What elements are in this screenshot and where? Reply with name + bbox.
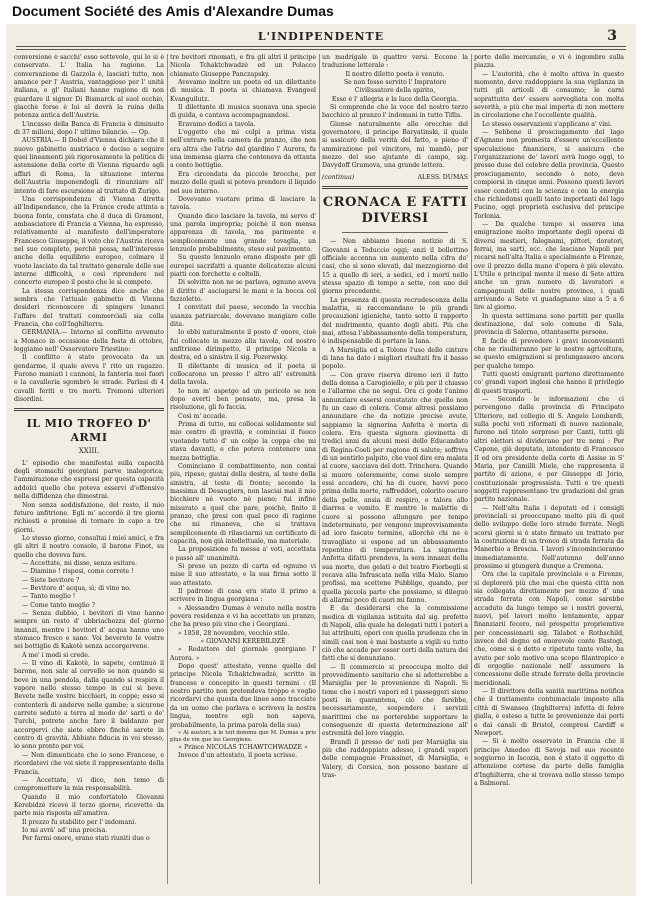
document-banner bbox=[0, 0, 646, 24]
paragraph: tre bevitori rinomati, e fra gli altri il principe Nicola Tchaktchwadzè ed un Polacco chiamato Giuseppe Panczapsky. bbox=[170, 54, 316, 78]
paragraph: L'incasso della Banca di Francia è diminuito di 37 milioni, dopo l' ultimo bilancio. — Op. bbox=[14, 120, 164, 137]
paragraph: Il prezzo fu stabilito per l' indomani. bbox=[22, 818, 137, 826]
paragraph: Io mi avrà' ad' una precisa. bbox=[22, 826, 108, 834]
heading-rule bbox=[342, 232, 448, 233]
paragraph: Il dilettante di musica ed il poeta si collocarono un presso l' altro all' estremità della tavola. bbox=[170, 362, 316, 387]
paragraph: Quando il mio confortatolo Giovanni Kerebidzè ricevè il terzo giorno, ricevette da parte mia risposta all'amativa. bbox=[14, 793, 164, 818]
paragraph: — Nell'alta Italia i deputati ed i consigli provinciali si preoccupano molto più di quel dello sviluppo delle loro strade ferrate. Negli scorsi giorni si è stato firmato un trattato per la costruzione di un tronco di strada ferrata da Manerbio a Brescia. I lavori s'incomincieranno immediatamente. Nell'autunno dell'anno prossimo si giungerà dunque a Cremona. bbox=[474, 504, 624, 570]
verse-line: Civilissatore della spirito, bbox=[354, 87, 436, 95]
column-4 bbox=[474, 54, 624, 884]
paragraph: In questa settimana sono partiti per quella destinazione, dal solo comune di Sala, provincia di Salerno, ottantasette persone. bbox=[474, 312, 624, 337]
paragraph: — Si è molto osservato in Francia che il principe Amedeo di Savoja nel suo recente soggiorno in Iscozia, non è stato il oggetto di attenzione cortese da parte della famiglia d'Inghilterra, che si trovava nello stesso tempo a Balmoral. bbox=[474, 738, 624, 787]
feuilleton-heading: IL MIO TROFEO D' ARMI bbox=[26, 417, 152, 445]
verse-line: Il nostro diletto poeta è venuto. bbox=[345, 70, 445, 78]
verse-line: Esso è l' allegria e la luce della Georgia. bbox=[331, 95, 459, 103]
paragraph: « 1858, 28 novembre, vecchio stile. bbox=[178, 629, 290, 637]
paragraph: Eravamo dodici a tavola. bbox=[178, 120, 256, 128]
paragraph: Giunse naturalmente alle orecchie del governatore, il principe Baryatinski, il quale si assicurò della verità del fatto, e pieno d' ammirazione pel vincitore, mi mandò, per mezzo del suo ajutante di campo, sig. Davydoff Gramova, una grande lettera. bbox=[322, 120, 468, 170]
paragraph: Cominciano il combattimento, non contai più, ripeso; gustai della destra, al teste della sinistra, al teste di fronte; secondo la massima di Desaugiers, non lasciai mai il mio bicchiere nè vuoto nè pieno; fui infine misurato a quel che pare, poichè, finito il pranzo, che presi con qual poco di ragione che mi rimaneva, che si trattava semplicemente di rilasciarmi un certificato di capacità, non già intellettuale, ma materiale. bbox=[170, 462, 316, 545]
paragraph: — Sebbene il prosciugamento del lago d'Agnano non promesta d'essere un'eccellente speculazione finanziere, si assicura che l'organizzazione de' lavori avrà luogo oggi, to presso duse del celebre della provincia. Questo prosciugamento, secondo è noto, deve compiersi in cinque anni. Possono questi lavori esser condotti con la scienza e con la energia che richiedonsi quelli tanto importanti del lago Fucino, oggi proprietà esclusiva del principe Torlonia. bbox=[474, 129, 624, 220]
paragraph: Una corrispondenza di Vienna diretta all'Indipendance, che la France crede attinta a buona fonte, constata che il duca di Gramont, ambasciatore di Francia a Vienna, ha espresso, relativamente al manifesto dell'imperatore Francesco Giuseppe, il voto che l'Austria riceva nel suo completo, perchè possa, nell'interesse anche della equilibrio europeo, colmare il vuoto lasciato da tal trattato generale delle sue interne difficoltà, e così riprendere nel concerto europeo il posto che le si compete. bbox=[14, 195, 164, 287]
paragraph: Per farmi onore, erano stati riuniti due o bbox=[22, 835, 150, 843]
column-divider bbox=[167, 54, 168, 884]
paragraph: E facile di prevedere i gravi inconvenienti che ne risulteranno per le nostre agricoltura, se questo emigrazioni si prolungassero ancora per qualche tempo. bbox=[474, 337, 624, 370]
paragraph: La proposizione fu messa a' voti, accettata e passò all' unanimità. bbox=[170, 546, 316, 562]
paragraph: Io ebbi naturalmente il posto d' onore, cioè fui collocato in mezzo alla tavola, col nostro anfitrione dirimpetto, il principe Nicola a destra, ed a sinistra il sig. Pozerwsky. bbox=[170, 329, 316, 362]
paragraph: Lo stesso osservazioni s'applicano a' vini. bbox=[482, 120, 612, 128]
quoted-text: « Ai austori, à le toit dommu que M. Dumas a pris plus de vin que les Georgiens. bbox=[170, 729, 316, 743]
dialog-line: — Come tanto meglio ? bbox=[22, 601, 95, 609]
paragraph: — Il direttore della sanità marittima notifica che il trattamento contumaciale imposto alla città di Swansea (Inghilterra) infetta di febre gialla, è esteso a tutte le provenienze dai porti e dai canali di Bristol, compresi Cardiff e Newport. bbox=[474, 688, 624, 737]
masthead-rule bbox=[16, 46, 626, 47]
signature-row bbox=[322, 174, 468, 182]
author-signature: ALESS. DUMAS bbox=[417, 173, 468, 181]
dialog-line: — Siete bevitore ? bbox=[22, 576, 80, 584]
paragraph: — Secondo le informazioni che ci pervengono dalla provincia di Principato Ulteriore, nel collegio di S. Angelo Lombardi, sulla pochi voti riformati di nuove nazionale, furono nel titolo sorpreso per Canti, tutti gli altri elettori si dividerano per tre nomi : Per Capone, già deputato, intendente di Francesco II ed ora presidente della corte di Assise in S' Maria, per Camilli Miele, che rappresenta il partito di azione, e per Giuseppe di Jorio, costituzionale progressista. Tutti e tre questi soggetti rappresentano tre gradazioni del gran partito nazionale. bbox=[474, 396, 624, 504]
paragraph: Il dilettante di musica suonava una specie di guida, e cantava accompagnandosi. bbox=[170, 104, 316, 120]
paragraph: Tutti questi emigranti partono direttamente co' grandi vapori inglesi che hanno il privilegio di questi trasporti. bbox=[474, 371, 624, 395]
chronicle-heading: CRONACA E FATTI DIVERSI bbox=[322, 195, 468, 227]
paragraph: Dovevamo vuotare prima di lasciare la tavola. bbox=[170, 195, 316, 212]
column-divider bbox=[471, 54, 472, 884]
dialog-line: — Diamine ! risposi, come correte ! bbox=[22, 568, 134, 576]
paragraph: Si prese un pezzo di carta ed ognuno vi mise il suo attestato, e la sua firma sotto il suo attestato. bbox=[170, 562, 316, 587]
paragraph: « Alessandro Dumas è venuto nella nostra povera residenza e vi ha accettato un pranzo, che ha preso più vino che i Georgiani. bbox=[170, 604, 316, 629]
dialog-line: — Accettate, mi disse, senza esitare. bbox=[22, 559, 137, 567]
paragraph: La stessa corrispondenza dice anche che sembra che l'attuale gabinetto di Vienna desideri riconoscere di spingere lunanci l'affare del trattati commerciali sia colla Francia, che coll'Inghilterra. bbox=[14, 287, 164, 328]
paragraph: A me' i modi si crede. bbox=[22, 651, 90, 659]
chapter-number: XXIII. bbox=[78, 447, 100, 456]
paragraph: Quando dico lasciare la tavola, mi servo d' una parola impropria; poichè il non mensa apparenza di tavola, ma parimente e semplicemente una grande tovaglia, un lenzuolo probabilmente, steso sul pavimento. bbox=[170, 212, 316, 253]
paragraph: Il padrone di casa era stato il primo a scrivere in lingua georgiana : bbox=[170, 588, 316, 604]
continued-note: (continua) bbox=[322, 173, 355, 181]
paragraph: Non senza soddisfazione, del resto, il mio futuro anfitrione. Egli m' accordò il tre giorni richiesti e promise di tornare in capo a tre giorni. bbox=[14, 501, 164, 534]
signature: « Prince NICOLAS TCHAWTCHWADZE » bbox=[178, 743, 308, 751]
paragraph: L'oggetto che mi colpì a prima vista nell'entrare nella camera da pranzo, che non era altra che l'atrio del giardino l' Aurora, fu una immensa giarra che conteneva da ottanta a cento bottiglie. bbox=[170, 129, 316, 170]
paragraph: — Non abbiamo buone notizie di S. Giovanni a Teduccio oggi; anzi il bollettino officiale accenna un aumento nella cifra de' casi, che si sono elevati, dal mezzogiorno del 15 a quello di ieri, a sedici, ed i morti nello stesso spazio di tempo a sette, con uno del giorno precedente. bbox=[322, 238, 468, 296]
newspaper-title: L'INDIPENDENTE bbox=[257, 30, 385, 43]
paragraph: Brandì il presso de' noli per Marsiglia sia più che raddoppiato adesso, i grandi vapori delle compagnie Fraissinet, di Marsiglia, e Valery, di Corsica, non possono bastare al tras- bbox=[322, 738, 468, 780]
section-rule bbox=[322, 186, 468, 189]
paragraph: — L'autorità, che è molto attiva in questo momento, deve raddoppiare la sua vigilanza in tutti gli articoli di consumo; le carni soprattutto dev' essere sorvegliata con molta severità, e più che mai imperta di non mettere in circolazione che l'eccellente qualità. bbox=[474, 70, 624, 120]
masthead-rule-2 bbox=[16, 49, 626, 50]
paragraph: E da desiderarsi che la commissione medica di vigilanza istituita dal sig. prefetto di Napoli, alla quale ha delegati tutti i poteri a lui attribuiti, operi con quella prudenza che in simili casi non è mai bastante a vigili su tutto ciò che accade per esser certi della natura dei fatti che si denunziano. bbox=[322, 605, 468, 663]
paragraph: — Senza dubbio, i bevitori di vino hanno sempre un resto d' ubbriachezza del giorno innanzi, mentre i bevitori d' acqua hanno uno stomaco fresco e sano. Voi beverete le vostre sei bottiglie di Kakotè senza accorgervene. bbox=[14, 609, 164, 651]
paragraph: L' episodio che manifestai sulla capacità degli stomachi georgiani parve inalegorica; l'ammirazione che espressi per questa capacità addolcì quello che poteva esservi d'offensivo nella diffidenza che dimostrai. bbox=[14, 459, 164, 501]
paragraph: — Accettate, vi dico, non temo di compromettere la mia responsabilità. bbox=[14, 776, 164, 793]
paragraph: Il conflitto è stato provocato da un gendarme, il quale aveva l' rito un ragazzo. Furono maniati i cannoni, la fanteria mei fuori e la cavalleria sgombrò le strade. Parlasi di 4 cavalli feriti e tre morti. Tremoni ulteriori disordini. bbox=[14, 354, 164, 404]
signature: « GIOVANNI KEREBILDZÈ bbox=[200, 638, 286, 646]
paragraph: — Il vino di Kakotè, lo sapete, continuò il barone, non sale al cervello se non quando si beve in una pendola, dalla quando si respira il vapore nello stesso tempo in cui si beve. Bevete nelle vostre bicchieri, in coppe; esso si contenterà di anderve nelle gambe; a sicurone carrete seduto a terra al modo de' sarti o de' Turchi, potrete anche fare il baldanzo per accorgervi che siete ebbro finchè sarete in centro di gravità. Abbiate fiducia in voi stesso, io sono pronto per voi. bbox=[14, 660, 164, 751]
paragraph: GERMANIA.— Intorno al conflitto avvenuto a Monaco in occasione della festa di ottobre, leggiamo nell' Osservatore Triestino: bbox=[14, 329, 164, 354]
paragraph: « Redattore del giornale georgiano l' Aurora. » bbox=[170, 646, 316, 662]
paragraph: A Marsiglia ed a Tolone l'uso delle cinture di lana ha dato i migliori risultati fra il basso popolo. bbox=[322, 346, 468, 371]
paragraph: Si comprende che la voce del nostro terzo bacchico al pranzo l' indomani in tutto Tiflis. bbox=[322, 104, 468, 120]
paragraph: — Da qualche tempo si osserva una emigrazione molto importante degli operai di diversi mestieri, falegnami, pittori, doratori, ferrai, ma sarti, ecc. che lasciano Napoli per recarsi nell'alta Italia e specialmente a Firenze, ove il prezzo della mano d'opera è più elevato. L'Utile e principal mente il mese di Sete attira anche un gran numero di lavoratori e campagnuoli delle nostre province, i quali arrivando a Sete vi guadagnano sino a 5 a 6 lire al giorno. bbox=[474, 220, 624, 312]
paragraph: AUSTRIA.— Il Dobel d'Vienna dichiara che il nuovo gabinetto austriaco è deciso a seguire quei lineamenti più rigorosamente la politica di astensione della corte di Vienna riguardo agli affari di Roma, la situazione interna dell'Austria imponendogli di rinunziare all' intento di fare escursione al trattato di Zurigo. bbox=[14, 137, 164, 195]
paragraph: Prima di tutto, mi collocai solidamente sul mio centro di gravità, e cominciai il fuoco vuotando tutto d' un colpo la coppa che mi stava davanti, e che poteva contenere una mezza bottiglia. bbox=[170, 421, 316, 462]
paragraph: Avevamo inoltre un poeta ed un dilettante di musica. Il poeta si chiamava Evangeel Kvanguilutz. bbox=[170, 79, 316, 103]
paragraph: La presenza di questa recrudescenza della malattia, si raccomandano le più grandi precauzioni igieniche, tanto sotto il rapporto del nudrimento, quanto degli abiti. Più che mai, attesa l'abbassamento della temperatura, è indispensabile di portare la lana. bbox=[322, 296, 468, 346]
paragraph: Così m' accade. bbox=[178, 412, 228, 420]
paragraph: porto delle mercanzie, e vi è ingombro sulla piazza. bbox=[474, 54, 624, 70]
paragraph: Io non m' aspetgo ad un pericolo se non dopo averti ben pensato, ma, presa la risoluzione, gli fo faccia. bbox=[170, 387, 316, 412]
paragraph: Lo stesso giorno, consultai i miei amici, e fra gli altri il nostro console, il barone Finot, su quello che doveva fare. bbox=[14, 534, 164, 559]
paragraph: Ora che la capitale provinciale e a Firenze, si deplorerà più che mai che questa città non sia collegata direttamente per mezzo d' una strada ferrata con Napoli, come sarebbe accaduto da lungo tempo se i nostri governi, nuovi, pel lavori molto lentamente, appar finanziarii fecero, nel prospetto propriemtive per concessionarii sig. Talabot e Rothschild, invece del degno ed onorevole conte Bastogi, che, come si è detto e ripetuto tante volte, ha avuto per solo motivo una scopo filantropico e di orgoglio nazionale nell' assumere la concessione delle strade ferrate della provincie meridionali. bbox=[474, 571, 624, 687]
paragraph: — Il commercio si preoccupa molto del provvedimento sanitario che si adotterebbe a Marsiglia per le provenienze di Napoli. Si teme che i nostri vapori ed i passeggeri sieno posti in quarantena, ciò che farebbe, necessariamente, sospendere i servizii marittimi che ne porterebbe sopportare le conseguenze di questa determinazione all' estremità del loro viaggio. bbox=[322, 663, 468, 738]
masthead bbox=[6, 30, 636, 44]
page-number: 3 bbox=[607, 28, 618, 44]
paragraph: Dopo quest' attestato, venne quello del principe Nicola Tchaktchwadzè, scritto in francese e concepito in questi termini : (Il nostro partito non pretendeva troppo e voglio ricordarvi che questa due linee sono tracciate da un uomo che parlava e scriveva la nostra lingua, mentre egli non sapeva, probabilmente, la prima parola della sua) bbox=[170, 663, 316, 729]
paragraph: un madrigale in quattro versi. Eccone la traduzione letterale : bbox=[322, 54, 468, 70]
dialog-line: — Tanto meglio ! bbox=[22, 593, 76, 601]
column-2 bbox=[170, 54, 316, 884]
paragraph: Di solvitte non ne se parlava, ognuno aveva il diritto d' asciugarsi le mani e la bocca col fazzoletto. bbox=[170, 279, 316, 303]
banner-text: Document Société des Amis d'Alexandre Dumas bbox=[12, 3, 334, 19]
paragraph: Era circondata da piccole brocche, per mezzo delle quali si poteva prendere il liquido nel suo interno. bbox=[170, 170, 316, 195]
column-3 bbox=[322, 54, 468, 884]
column-divider bbox=[319, 54, 320, 884]
verse-line: Se non fosse servito l' Impratore bbox=[343, 79, 447, 87]
paragraph: — Con grave riserva diremo ieri il fatto della donna a Carogioiello, e più per il chiasso e l'allarme che ne seguì. Ora ci gode l'animo annunziare essersi constatato che quello non fu un caso di colera. Come altresì possiamo annunziare che da notizie precise avute, sappiamo la signorina Anfetta è morta di colera. Era questa signora giovinetta di tredici anni da alcuni mesi dello Educandato di Regina-Coeli per ragione di salute; soffriva di un sentirlo palpito, che vuol dire era malata al cuore, sacciava del dott. Trinchera. Quando si muore celeremente, come suole sempre essi accadere, chi ha di cuore, havvi poco prima della morte, raffreddori, colorito oscuro della pelle, ansia di respiro, e talora allo diarrea e vomito. E mentre le malattie di cuore si possono allungare per tempo indeterminato, per vengono improvvisamente ad ioro fascato termine, allorchè chi ne è travagliato si espone ad un abbassamento repentino di temperatura. La signorina Anfetta difatti prendeva, la sera innanzi della sua morte, due gelati e del teatro Fiorbegli si recava alla Infrascata nella villa Malo. Siamo profissi, ma scettene Pubblige, quando, per quella piccola parte che possiamo, si dileguò di allarmi poco di cuori mi fanno. bbox=[322, 371, 468, 604]
dialog-line: — Bevitore d' acqua, sì; di vino no. bbox=[22, 584, 131, 592]
paragraph: conversione è sacchi' esso sottevole, qui lo si è conservato. L' Italia ha ragione. La conversazione di Gazzola è, lasciati tutto, non amance per l' Austria, vantaggioso per l' unità italiana, e gl' Italiani hanno ragione di non guardare il signor Di Bismarck al suol occhio, giacchè forse è lui al dovrà la ruina della potenza antica dell'Austria. bbox=[14, 54, 164, 120]
paragraph: Su questo lenzuolo erano disposte per gli europei sacrifatti a quante delicatezze alcuni piatti con forchette e coltelli. bbox=[170, 254, 316, 278]
section-rule bbox=[14, 408, 164, 411]
paragraph: — Non dimenticate che io sono Francese, e ricordatevi che voi siete il rappresentante della Francia. bbox=[14, 751, 164, 776]
column-1 bbox=[14, 54, 164, 884]
paragraph: I convitati del paese, secondo la vecchia usanza patriarcale, dovevano mangiare colle dita. bbox=[170, 304, 316, 328]
paragraph: Invece d'un attestato, il poeta scrisse. bbox=[178, 752, 298, 760]
newspaper-page bbox=[6, 24, 636, 896]
